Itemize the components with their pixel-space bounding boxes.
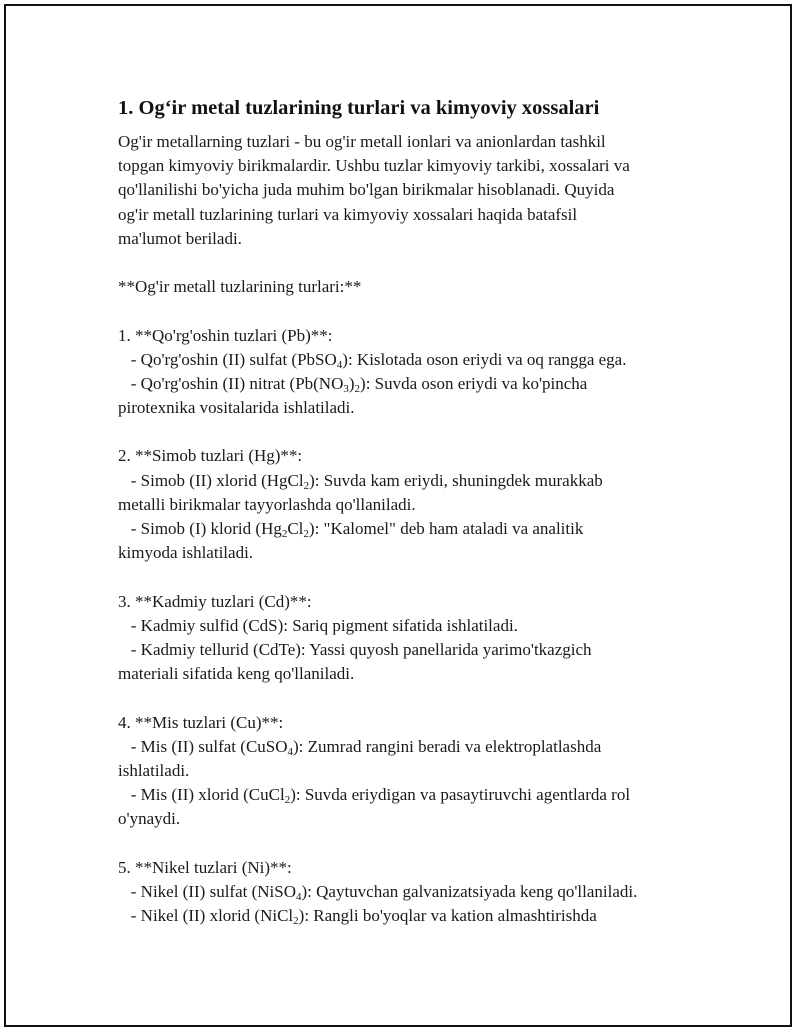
- intro-line: og'ir metall tuzlarining turlari va kimyoviy xossalari haqida batafsil: [118, 204, 578, 224]
- document-content: [118, 94, 718, 928]
- intro-line: Og'ir metallarning tuzlari - bu og'ir metall ionlari va anionlardan tashkil: [118, 132, 606, 151]
- section-item-line: metalli birikmalar tayyorlashda qo'llaniladi.: [118, 494, 416, 514]
- section-item-line: - Simob (II) xlorid (HgCl$_2$): Suvda kam eriydi, shuningdek murakkab: [118, 470, 603, 492]
- paragraph-gap: [118, 831, 718, 855]
- section-item-line: - Kadmiy sulfid (CdS): Sariq pigment sifatida ishlatiladi.: [118, 615, 518, 635]
- section-heading: 5. **Nikel tuzlari (Ni)**:: [118, 857, 292, 877]
- section-item-line: - Kadmiy tellurid (CdTe): Yassi quyosh panellarida yarimo'tkazgich: [118, 639, 592, 659]
- section-heading: 3. **Kadmiy tuzlari (Cd)**:: [118, 591, 312, 611]
- section-heading: 2. **Simob tuzlari (Hg)**:: [118, 446, 303, 466]
- section-item-line: kimyoda ishlatiladi.: [118, 543, 254, 563]
- section-item-line: - Mis (II) xlorid (CuCl$_2$): Suvda eriydigan va pasaytiruvchi agentlarda rol: [118, 785, 631, 807]
- section-item-line: ishlatiladi.: [118, 760, 190, 780]
- document-page: [4, 4, 792, 1027]
- section-item-line: - Qo'rg'oshin (II) nitrat $(Pb(NO_3)_2)$: Suvda oson eriydi va ko'pincha: [118, 373, 588, 395]
- section-item-line: o'ynaydi.: [118, 809, 181, 829]
- paragraph-gap: [118, 299, 718, 323]
- paragraph-gap: [118, 251, 718, 275]
- section-heading: 1. **Qo'rg'oshin tuzlari (Pb)**:: [118, 325, 333, 345]
- document-body: [118, 130, 718, 928]
- types-heading: **Og'ir metall tuzlarining turlari:**: [118, 277, 362, 297]
- paragraph-gap: [118, 686, 718, 710]
- section-item-line: - Simob (I) klorid $(Hg_2Cl_2)$: "Kalomel" deb ham ataladi va analitik: [118, 519, 584, 540]
- paragraph-gap: [118, 565, 718, 589]
- intro-line: ma'lumot beriladi.: [118, 228, 242, 248]
- section-heading: 4. **Mis tuzlari (Cu)**:: [118, 712, 284, 732]
- intro-line: qo'llanilishi bo'yicha juda muhim bo'lgan birikmalar hisoblanadi. Quyida: [118, 180, 615, 200]
- paragraph-gap: [118, 420, 718, 444]
- section-item-line: materiali sifatida keng qo'llaniladi.: [118, 664, 355, 684]
- section-item-line: - Nikel (II) xlorid (NiCl$_2$): Rangli bo'yoqlar va kation almashtirishda: [118, 906, 597, 927]
- document-title: 1. Og‘ir metal tuzlarining turlari va kimyoviy xossalari: [118, 97, 600, 119]
- section-item-line: - Qo'rg'oshin (II) sulfat (PbSO$_4$): Kislotada oson eriydi va oq rangga ega.: [118, 349, 627, 371]
- intro-line: topgan kimyoviy birikmalardir. Ushbu tuzlar kimyoviy tarkibi, xossalari va: [118, 156, 630, 176]
- section-item-line: pirotexnika vositalarida ishlatiladi.: [118, 398, 355, 418]
- section-item-line: - Nikel (II) sulfat (NiSO$_4$): Qaytuvchan galvanizatsiyada keng qo'llaniladi.: [118, 881, 638, 903]
- section-item-line: - Mis (II) sulfat (CuSO$_4$): Zumrad rangini beradi va elektroplatlashda: [118, 736, 602, 758]
